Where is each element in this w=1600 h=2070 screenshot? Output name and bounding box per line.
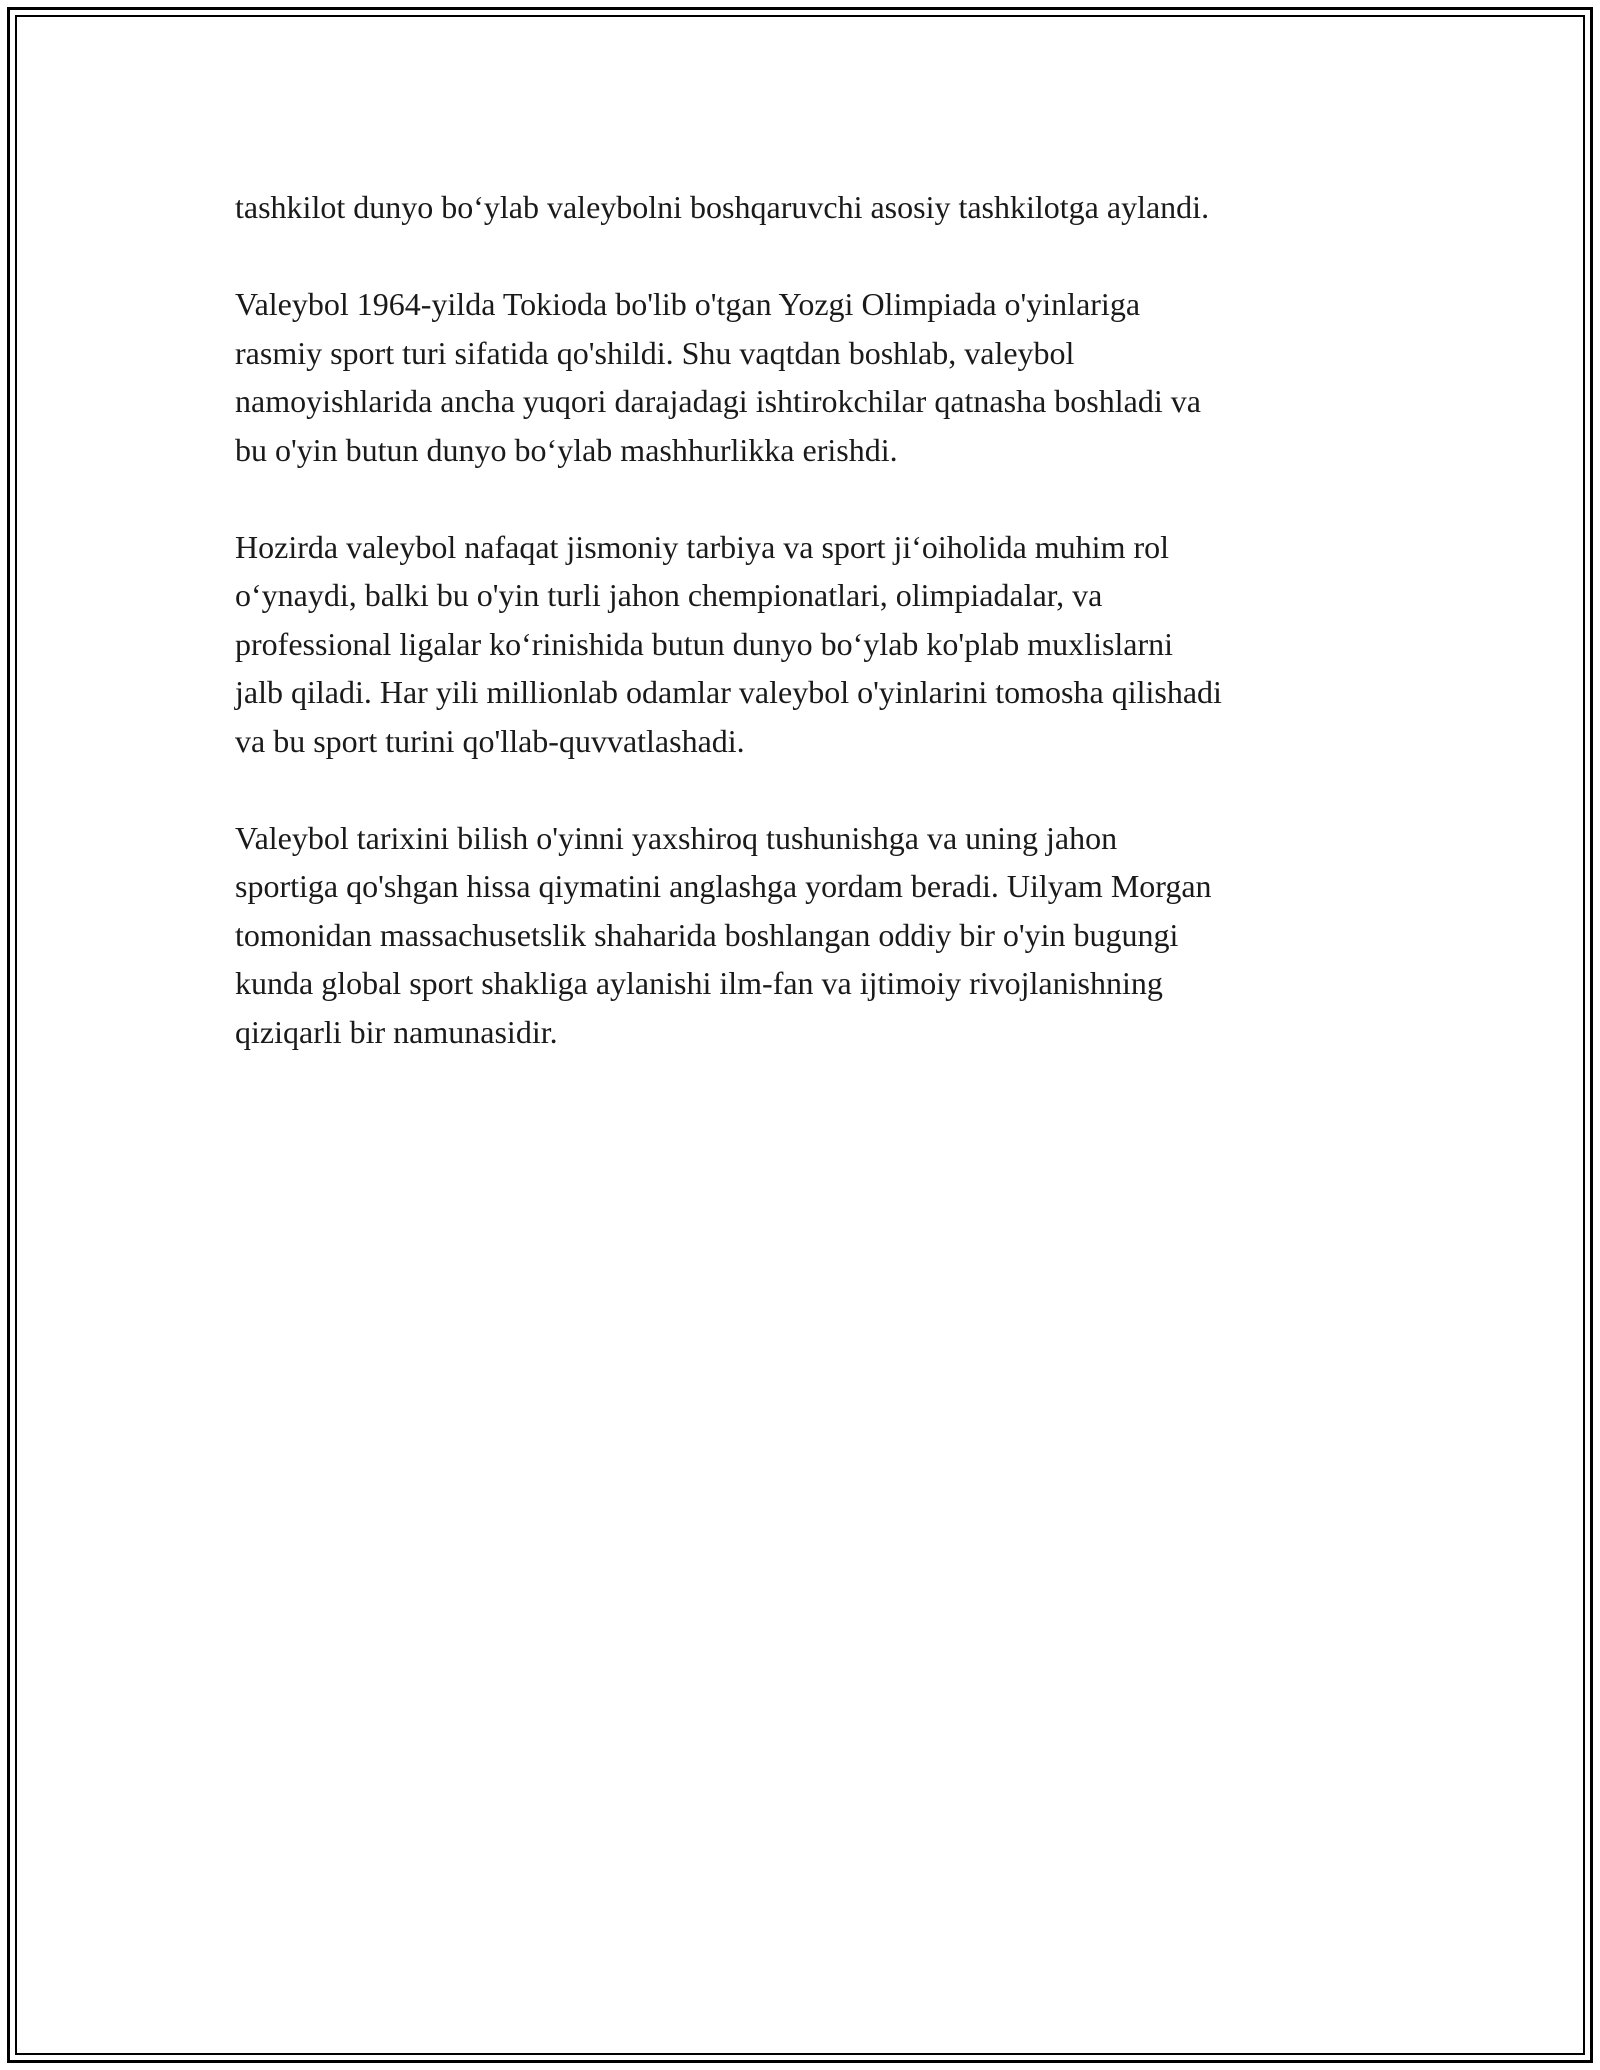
- text-line: qiziqarli bir namunasidir.: [235, 1013, 558, 1050]
- text-line: kunda global sport shakliga aylanishi ilm-fan va ijtimoiy rivojlanishning: [235, 965, 1163, 1001]
- text-line: o‘ynaydi, balki bu o'yin turli jahon chempionatlari, olimpiadalar, va: [235, 577, 1103, 613]
- text-line: tashkilot dunyo bo‘ylab valeybolni boshqaruvchi asosiy tashkilotga aylandi.: [235, 189, 1210, 225]
- text-line: bu o'yin butun dunyo bo‘ylab mashhurlikka erishdi.: [235, 431, 898, 468]
- document-body: [235, 183, 1395, 1105]
- text-line: professional ligalar ko‘rinishida butun dunyo bo‘ylab ko'plab muxlislarni: [235, 625, 1174, 662]
- paragraph-2: [235, 280, 1395, 474]
- text-line: va bu sport turini qo'llab-quvvatlashadi.: [235, 722, 745, 759]
- text-line: rasmiy sport turi sifatida qo'shildi. Shu vaqtdan boshlab, valeybol: [235, 334, 1075, 371]
- text-line: Hozirda valeybol nafaqat jismoniy tarbiya va sport ji‘oiholida muhim rol: [235, 528, 1169, 565]
- text-line: tomonidan massachusetslik shaharida boshlangan oddiy bir o'yin bugungi: [235, 916, 1179, 953]
- paragraph-1: [235, 183, 1395, 232]
- text-line: sportiga qo'shgan hissa qiymatini anglashga yordam beradi. Uilyam Morgan: [235, 868, 1212, 904]
- text-line: namoyishlarida ancha yuqori darajadagi ishtirokchilar qatnasha boshladi va: [235, 383, 1201, 419]
- text-line: Valeybol tarixini bilish o'yinni yaxshiroq tushunishga va uning jahon: [235, 819, 1118, 856]
- text-line: Valeybol 1964-yilda Tokioda bo'lib o'tgan Yozgi Olimpiada o'yinlariga: [235, 286, 1141, 322]
- text-line: jalb qiladi. Har yili millionlab odamlar valeybol o'yinlarini tomosha qilishadi: [235, 674, 1222, 710]
- paragraph-4: [235, 814, 1395, 1057]
- paragraph-3: [235, 523, 1395, 766]
